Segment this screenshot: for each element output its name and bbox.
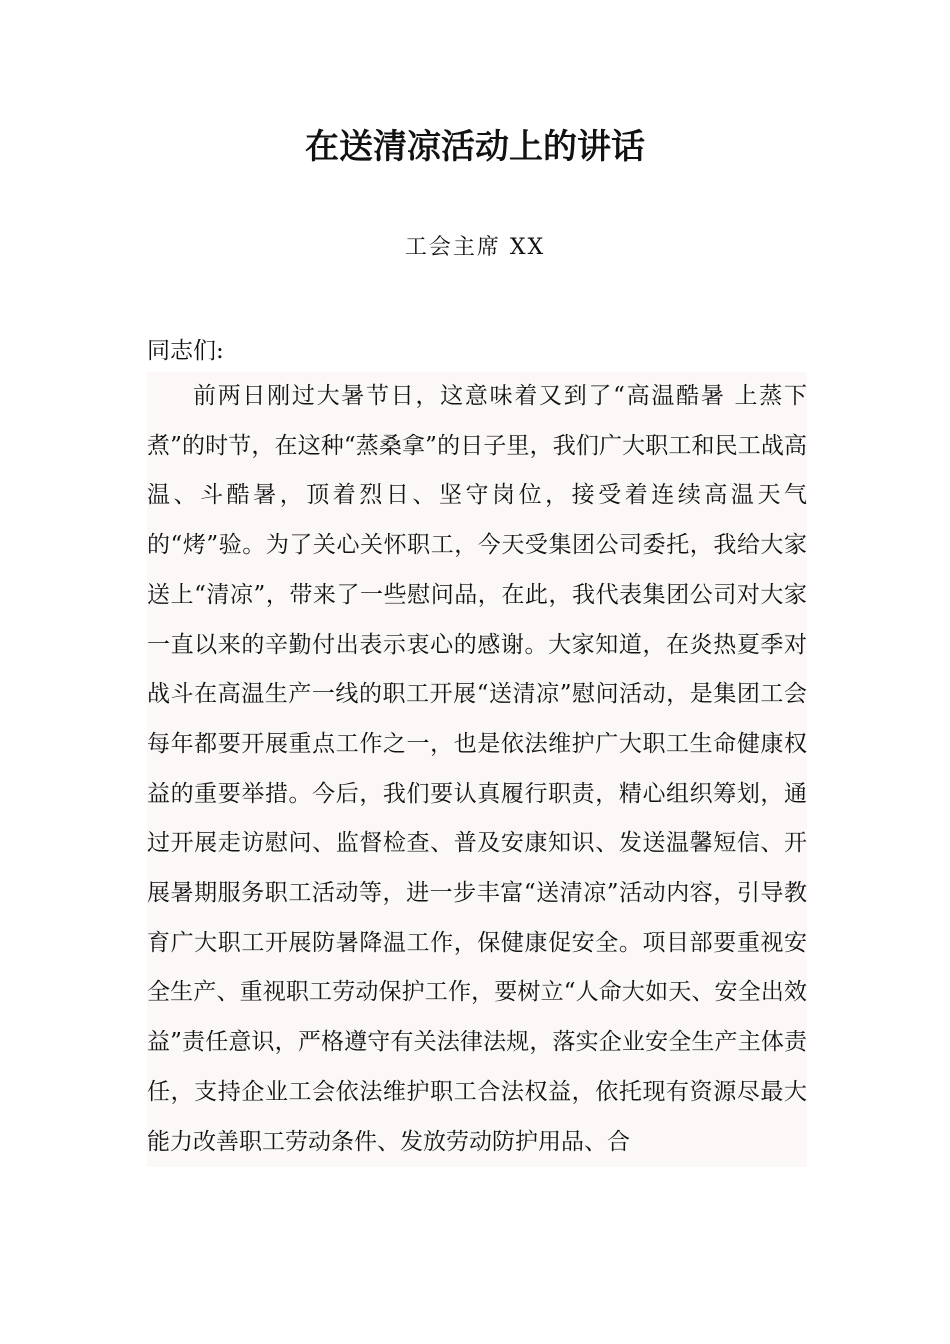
body-paragraph: 前两日刚过大暑节日，这意味着又到了“高温酷暑 上蒸下煮”的时节，在这种“蒸桑拿”的日子里，我们广大职工和民工战高温、斗酷暑，顶着烈日、坚守岗位，接受着连续高温天气的“烤”验。为了关心关怀职工，今天受集团公司委托，我给大家送上“清凉”，带来了一些慰问品，在此，我代表集团公司对大家一直以来的辛勤付出表示衷心的感谢。大家知道，在炎热夏季对战斗在高温生产一线的职工开展“送清凉”慰问活动，是集团工会每年都要开展重点工作之一，也是依法维护广大职工生命健康权益的重要举措。今后，我们要认真履行职责，精心组织筹划，通过开展走访慰问、监督检查、普及安康知识、发送温馨短信、开展暑期服务职工活动等，进一步丰富“送清凉”活动内容，引导教育广大职工开展防暑降温工作，保健康促安全。项目部要重视安全生产、重视职工劳动保护工作，要树立“人命大如天、安全出效益”责任意识，严格遵守有关法律法规，落实企业安全生产主体责任，支持企业工会依法维护职工合法权益，依托现有资源尽最大能力改善职工劳动条件、发放劳动防护用品、合 <box>147 372 807 1167</box>
speaker-byline: 工会主席 XX <box>404 235 546 260</box>
salutation: 同志们: <box>147 338 224 364</box>
document-title: 在送清凉活动上的讲话 <box>305 127 645 167</box>
